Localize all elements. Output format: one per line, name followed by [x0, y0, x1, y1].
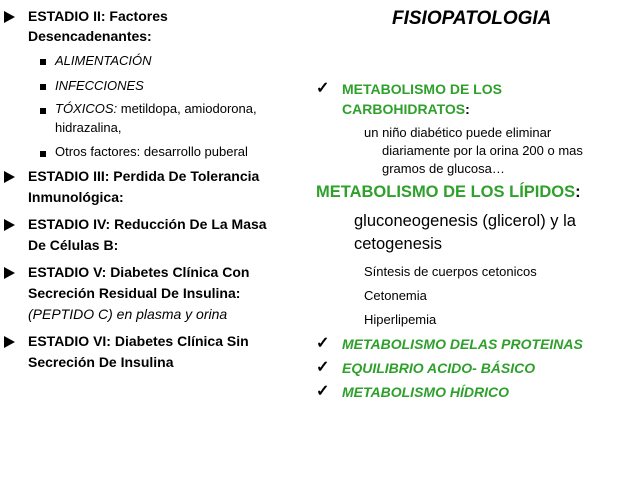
carb-heading-word: CARBOHIDRATOS [342, 101, 466, 117]
carb-heading: METABOLISMO DE LOS [342, 81, 502, 97]
toxicos-text: metildopa, amiodorona, [117, 101, 257, 116]
carb-text-3: gramos de glucosa… [382, 161, 505, 176]
stage-5-detail: (PEPTIDO C) en plasma y orina [28, 306, 228, 322]
checkmark-icon: ✓ [316, 80, 330, 97]
stage-6-title-cont: Secreción De Insulina [28, 354, 174, 370]
stage-3-title-cont: Inmunológica: [28, 189, 124, 205]
page-title: FISIOPATOLOGIA [392, 8, 552, 29]
carb-colon: : [465, 101, 470, 117]
stage-2-title: ESTADIO II: Factores [28, 8, 168, 24]
lipids-heading-word: METABOLISMO DE LOS LÍPIDOS [316, 183, 576, 201]
square-bullet-icon [40, 108, 46, 114]
acid-base-item: EQUILIBRIO ACIDO- BÁSICO [342, 360, 536, 376]
checkmark-icon: ✓ [316, 359, 330, 376]
stage-5-title: ESTADIO V: Diabetes Clínica Con [28, 264, 250, 280]
arrow-bullet-icon [4, 267, 15, 279]
stage-5-title-cont: Secreción Residual De Insulina: [28, 285, 241, 301]
square-bullet-icon [40, 59, 46, 65]
lipids-sub-2: Cetonemia [364, 288, 427, 303]
sub-item-otros: Otros factores: desarrollo puberal [55, 144, 248, 159]
carb-heading-cont [342, 101, 470, 117]
water-item: METABOLISMO HÍDRICO [342, 384, 509, 400]
lipids-sub-3: Hiperlipemia [364, 312, 437, 327]
stage-6-title: ESTADIO VI: Diabetes Clínica Sin [28, 333, 249, 349]
square-bullet-icon [40, 151, 46, 157]
sub-item-toxicos-cont: hidrazalina, [55, 120, 122, 135]
lipids-colon: : [575, 183, 581, 201]
arrow-bullet-icon [4, 11, 15, 23]
stage-4-title-cont: De Células B: [28, 237, 119, 253]
stage-4-title: ESTADIO IV: Reducción De La Masa [28, 216, 267, 232]
lipids-heading [316, 183, 581, 202]
carb-text-2: diariamente por la orina 200 o mas [382, 143, 583, 158]
square-bullet-icon [40, 84, 46, 90]
sub-item-alimentacion: ALIMENTACIÓN [55, 53, 152, 68]
sub-item-infecciones: INFECCIONES [55, 78, 144, 93]
arrow-bullet-icon [4, 336, 15, 348]
sub-item-toxicos [55, 101, 257, 116]
lipids-sub-1: Síntesis de cuerpos cetonicos [364, 264, 537, 279]
stage-3-title: ESTADIO III: Perdida De Tolerancia [28, 168, 260, 184]
arrow-bullet-icon [4, 171, 15, 183]
lipids-text-2: cetogenesis [354, 235, 443, 253]
toxicos-label: TÓXICOS: [55, 101, 118, 116]
carb-text-1: un niño diabético puede eliminar [364, 125, 552, 140]
lipids-text-1: gluconeogenesis (glicerol) y la [354, 212, 576, 230]
arrow-bullet-icon [4, 219, 15, 231]
proteins-item: METABOLISMO DELAS PROTEINAS [342, 336, 583, 352]
stage-2-title-cont: Desencadenantes: [28, 28, 152, 44]
checkmark-icon: ✓ [316, 335, 330, 352]
checkmark-icon: ✓ [316, 383, 330, 400]
